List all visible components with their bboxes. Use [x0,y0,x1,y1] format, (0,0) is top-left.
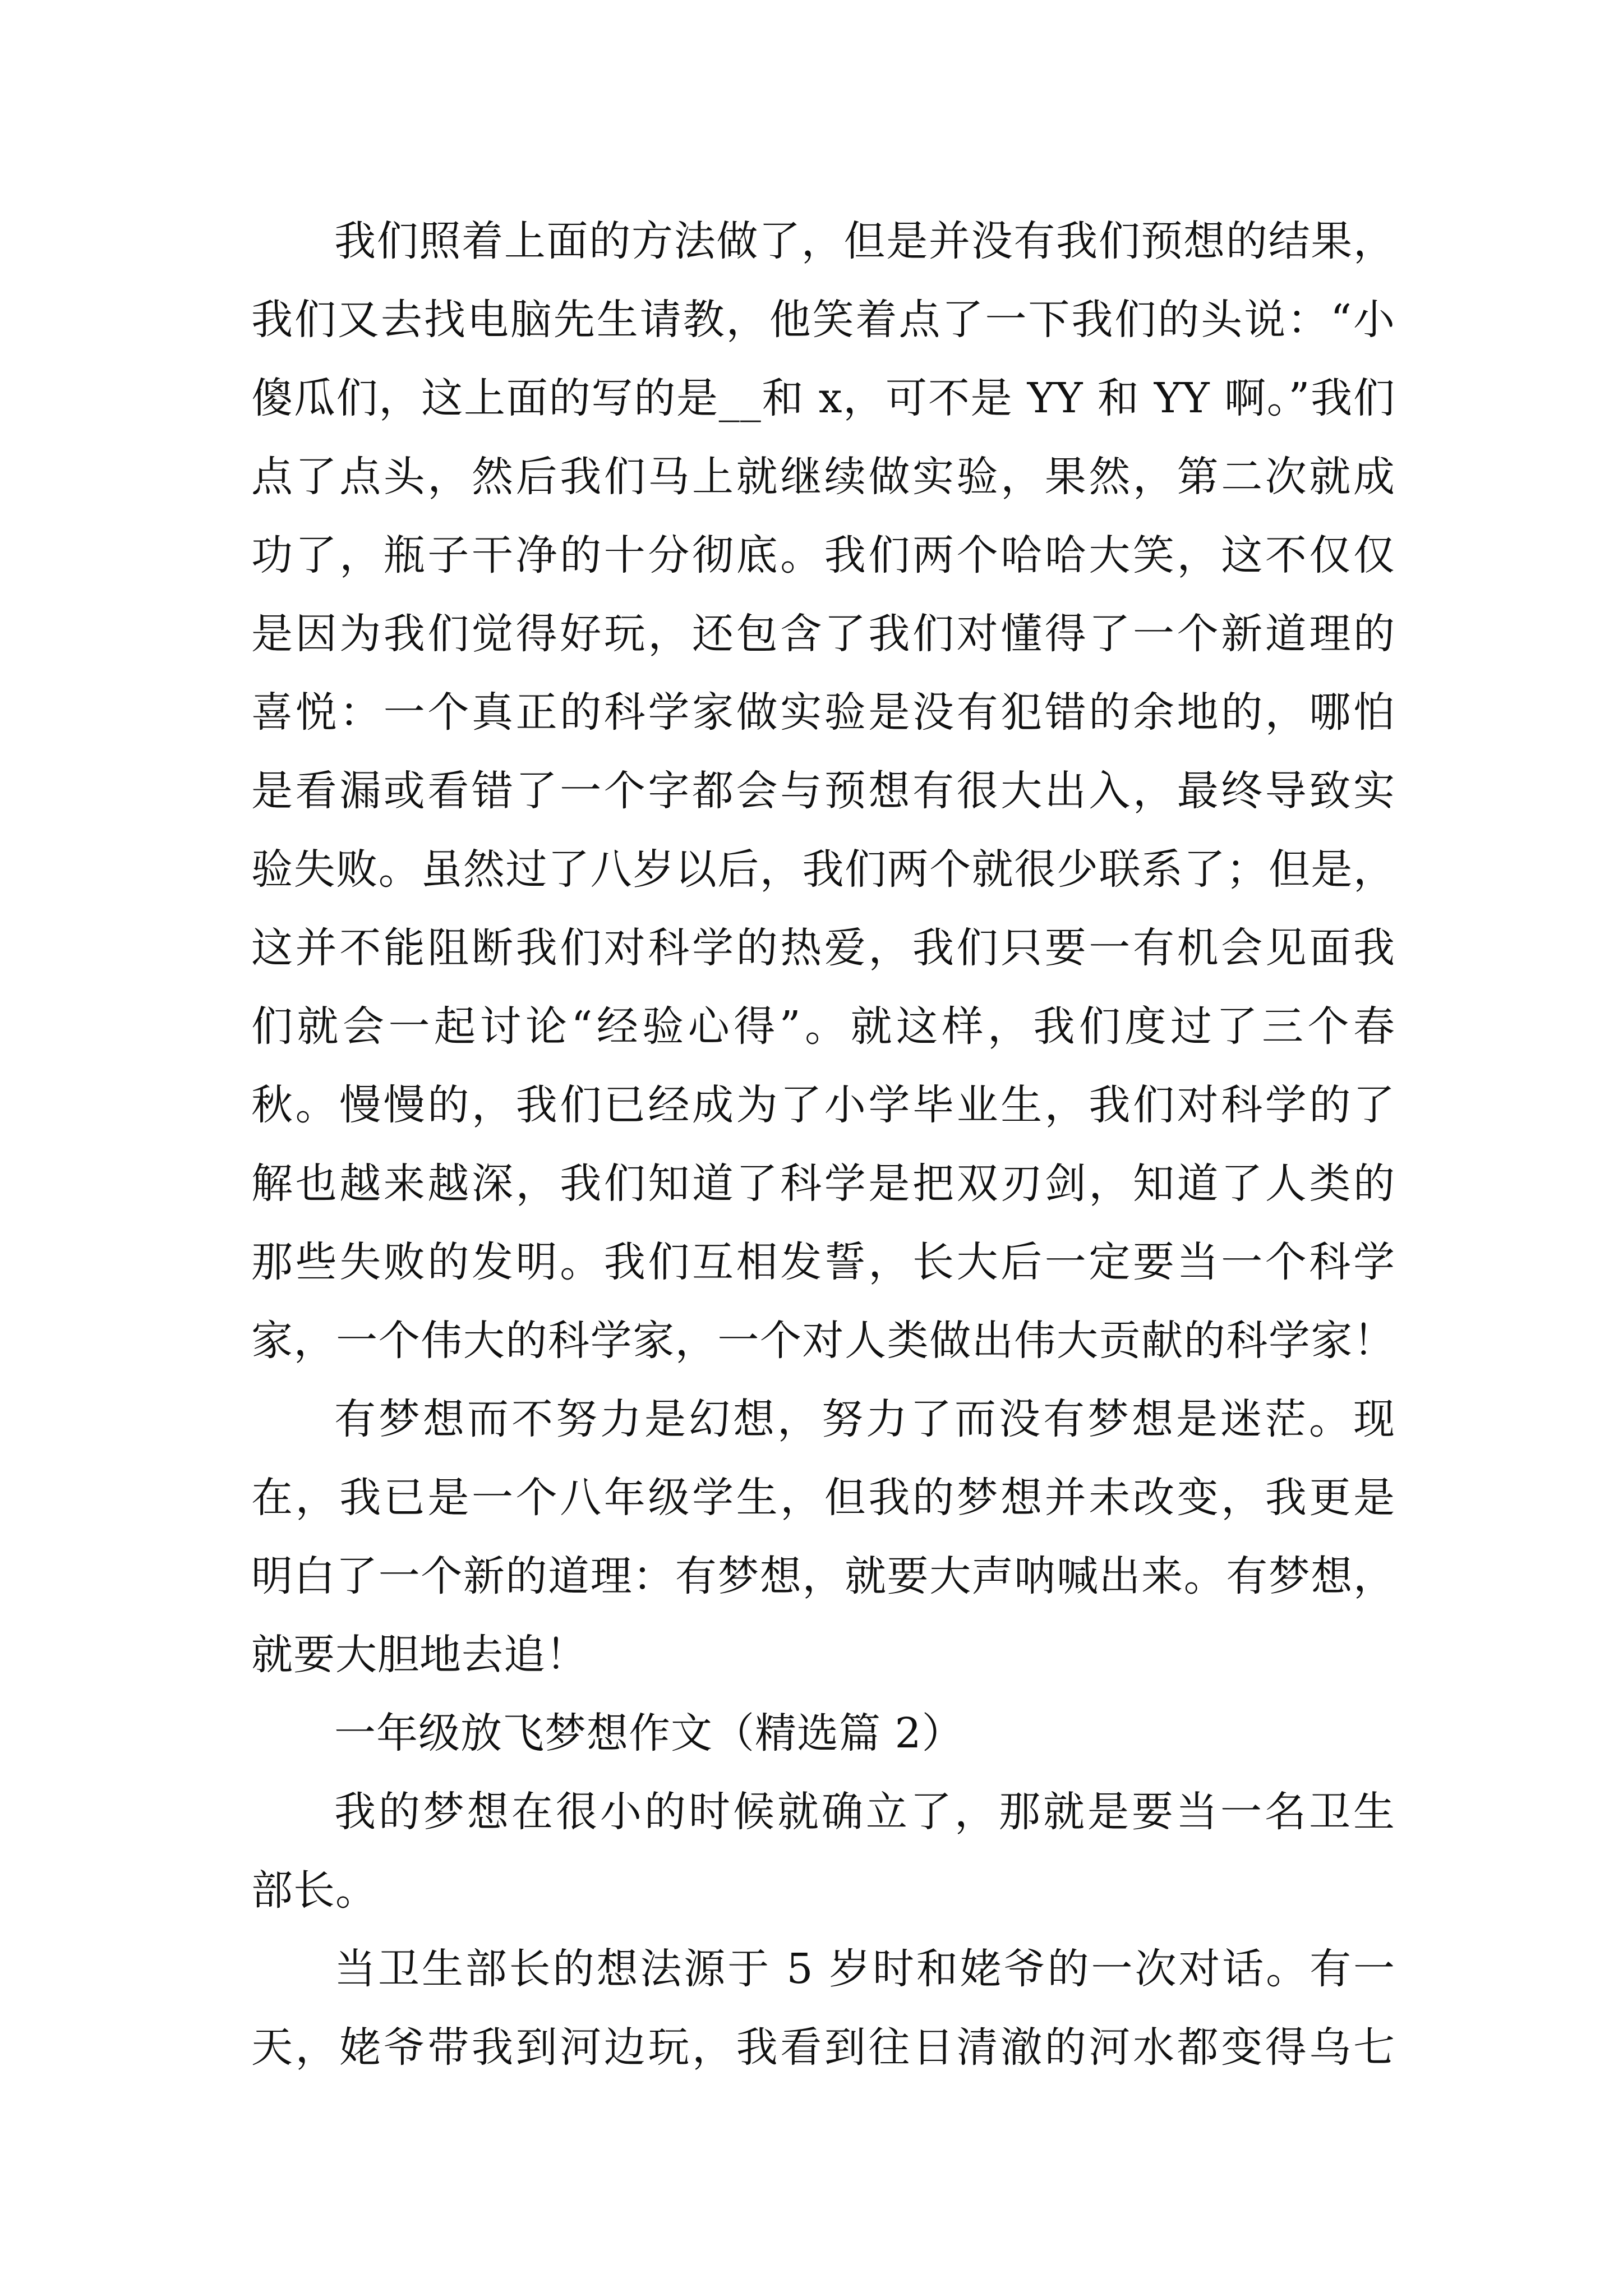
text-line: 当卫生部长的想法源于 5 岁时和姥爷的一次对话。有一 [334,1945,1395,1993]
text-line: 是因为我们觉得好玩，还包含了我们对懂得了一个新道理的 [251,610,1395,658]
text-line: 这并不能阻断我们对科学的热爱，我们只要一有机会见面我 [251,924,1395,972]
text-line: 我的梦想在很小的时候就确立了，那就是要当一名卫生 [334,1788,1395,1836]
text-line: 喜悦：一个真正的科学家做实验是没有犯错的余地的，哪怕 [251,688,1395,737]
text-line: 我们又去找电脑先生请教，他笑着点了一下我们的头说：“小 [251,296,1395,344]
text-line: 点了点头，然后我们马上就继续做实验，果然，第二次就成 [251,453,1395,501]
text-line: 有梦想而不努力是幻想，努力了而没有梦想是迷茫。现 [334,1395,1395,1443]
text-line: 部长。 [251,1866,377,1915]
text-line: 们就会一起讨论“经验心得”。就这样，我们度过了三个春 [251,1002,1395,1051]
text-line: 天，姥爷带我到河边玩，我看到往日清澈的河水都变得乌七 [251,2023,1395,2072]
text-line: 明白了一个新的道理：有梦想，就要大声呐喊出来。有梦想， [251,1552,1395,1600]
text-line: 验失败。虽然过了八岁以后，我们两个就很少联系了；但是， [251,845,1395,894]
text-line: 在，我已是一个八年级学生，但我的梦想并未改变，我更是 [251,1474,1395,1522]
text-line: 家，一个伟大的科学家，一个对人类做出伟大贡献的科学家！ [251,1317,1395,1365]
text-line: 功了，瓶子干净的十分彻底。我们两个哈哈大笑，这不仅仅 [251,531,1395,579]
text-line: 是看漏或看错了一个字都会与预想有很大出入，最终导致实 [251,767,1395,815]
text-line: 秋。慢慢的，我们已经成为了小学毕业生，我们对科学的了 [251,1081,1395,1129]
section-heading: 一年级放飞梦想作文（精选篇 2） [334,1709,964,1757]
text-line: 傻瓜们，这上面的写的是__和 x，可不是 YY 和 YY 啊。”我们 [251,374,1395,422]
body-text [251,202,1395,2087]
text-line: 那些失败的发明。我们互相发誓，长大后一定要当一个科学 [251,1238,1395,1286]
text-line: 解也越来越深，我们知道了科学是把双刃剑，知道了人类的 [251,1159,1395,1208]
text-line: 就要大胆地去追！ [251,1631,588,1679]
text-line: 我们照着上面的方法做了，但是并没有我们预想的结果， [334,217,1395,265]
